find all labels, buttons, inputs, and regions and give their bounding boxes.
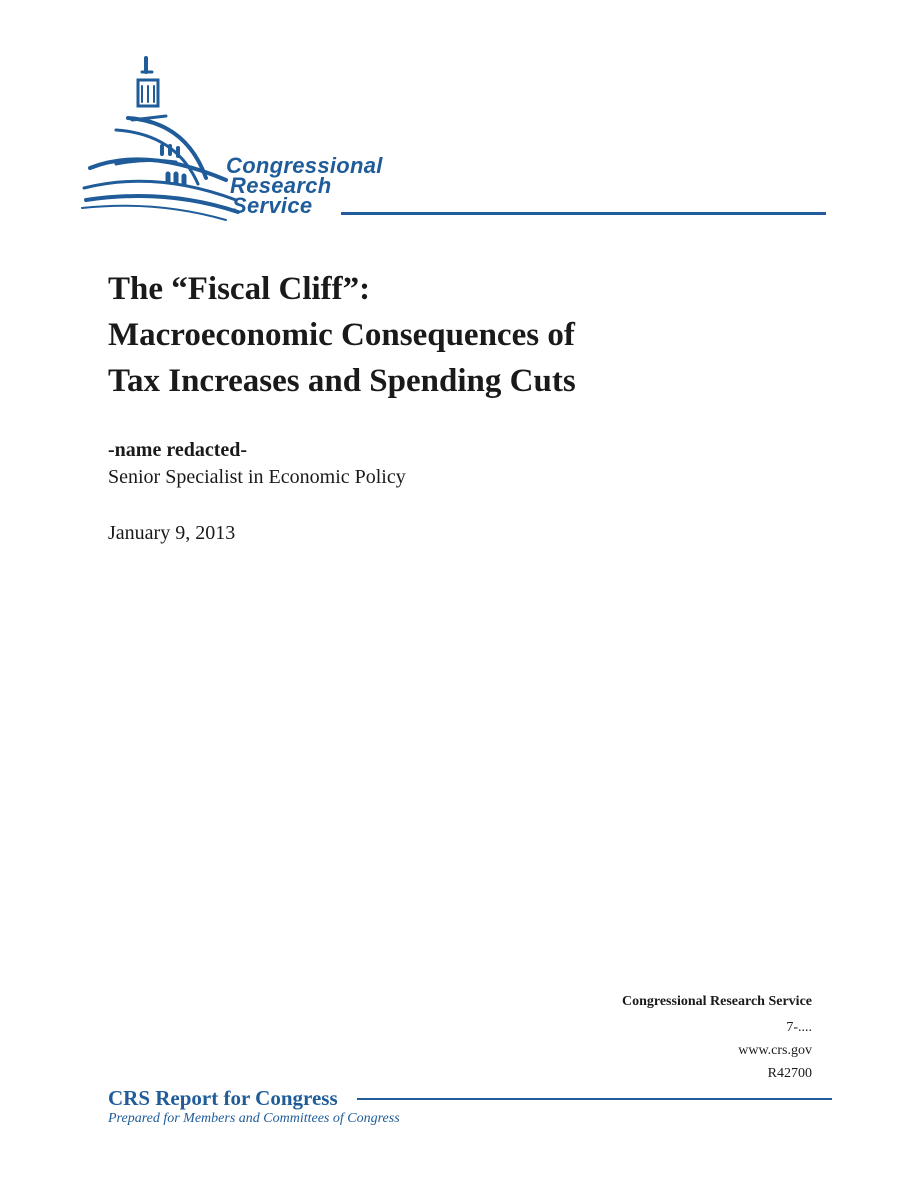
logo-line-congressional: Congressional [226, 153, 383, 178]
crs-organization: Congressional Research Service [621, 994, 812, 1009]
footer-subtitle: Prepared for Members and Committees of Congress [108, 1111, 400, 1126]
author-name: -name redacted- [108, 439, 248, 461]
crs-info-block [622, 990, 812, 1085]
footer-divider-line [357, 1098, 832, 1100]
crs-code: 7-.... [786, 1020, 812, 1035]
logo-line-service: Service [232, 193, 313, 218]
author-position: Senior Specialist in Economic Policy [108, 466, 406, 488]
crs-logo [76, 50, 836, 230]
title-line-3: Tax Increases and Spending Cuts [108, 363, 576, 399]
logo-wordmark [226, 153, 383, 218]
report-number: R42700 [767, 1066, 812, 1081]
report-date: January 9, 2013 [108, 522, 236, 544]
logo-divider-line [341, 212, 826, 215]
crs-website: www.crs.gov [738, 1043, 812, 1058]
title-line-2: Macroeconomic Consequences of [108, 317, 575, 353]
logo-line-research: Research [230, 173, 332, 198]
title-line-1: The “Fiscal Cliff”: [108, 271, 371, 307]
capitol-dome-icon [76, 50, 246, 230]
footer-title: CRS Report for Congress [108, 1086, 338, 1110]
report-title [108, 266, 576, 404]
